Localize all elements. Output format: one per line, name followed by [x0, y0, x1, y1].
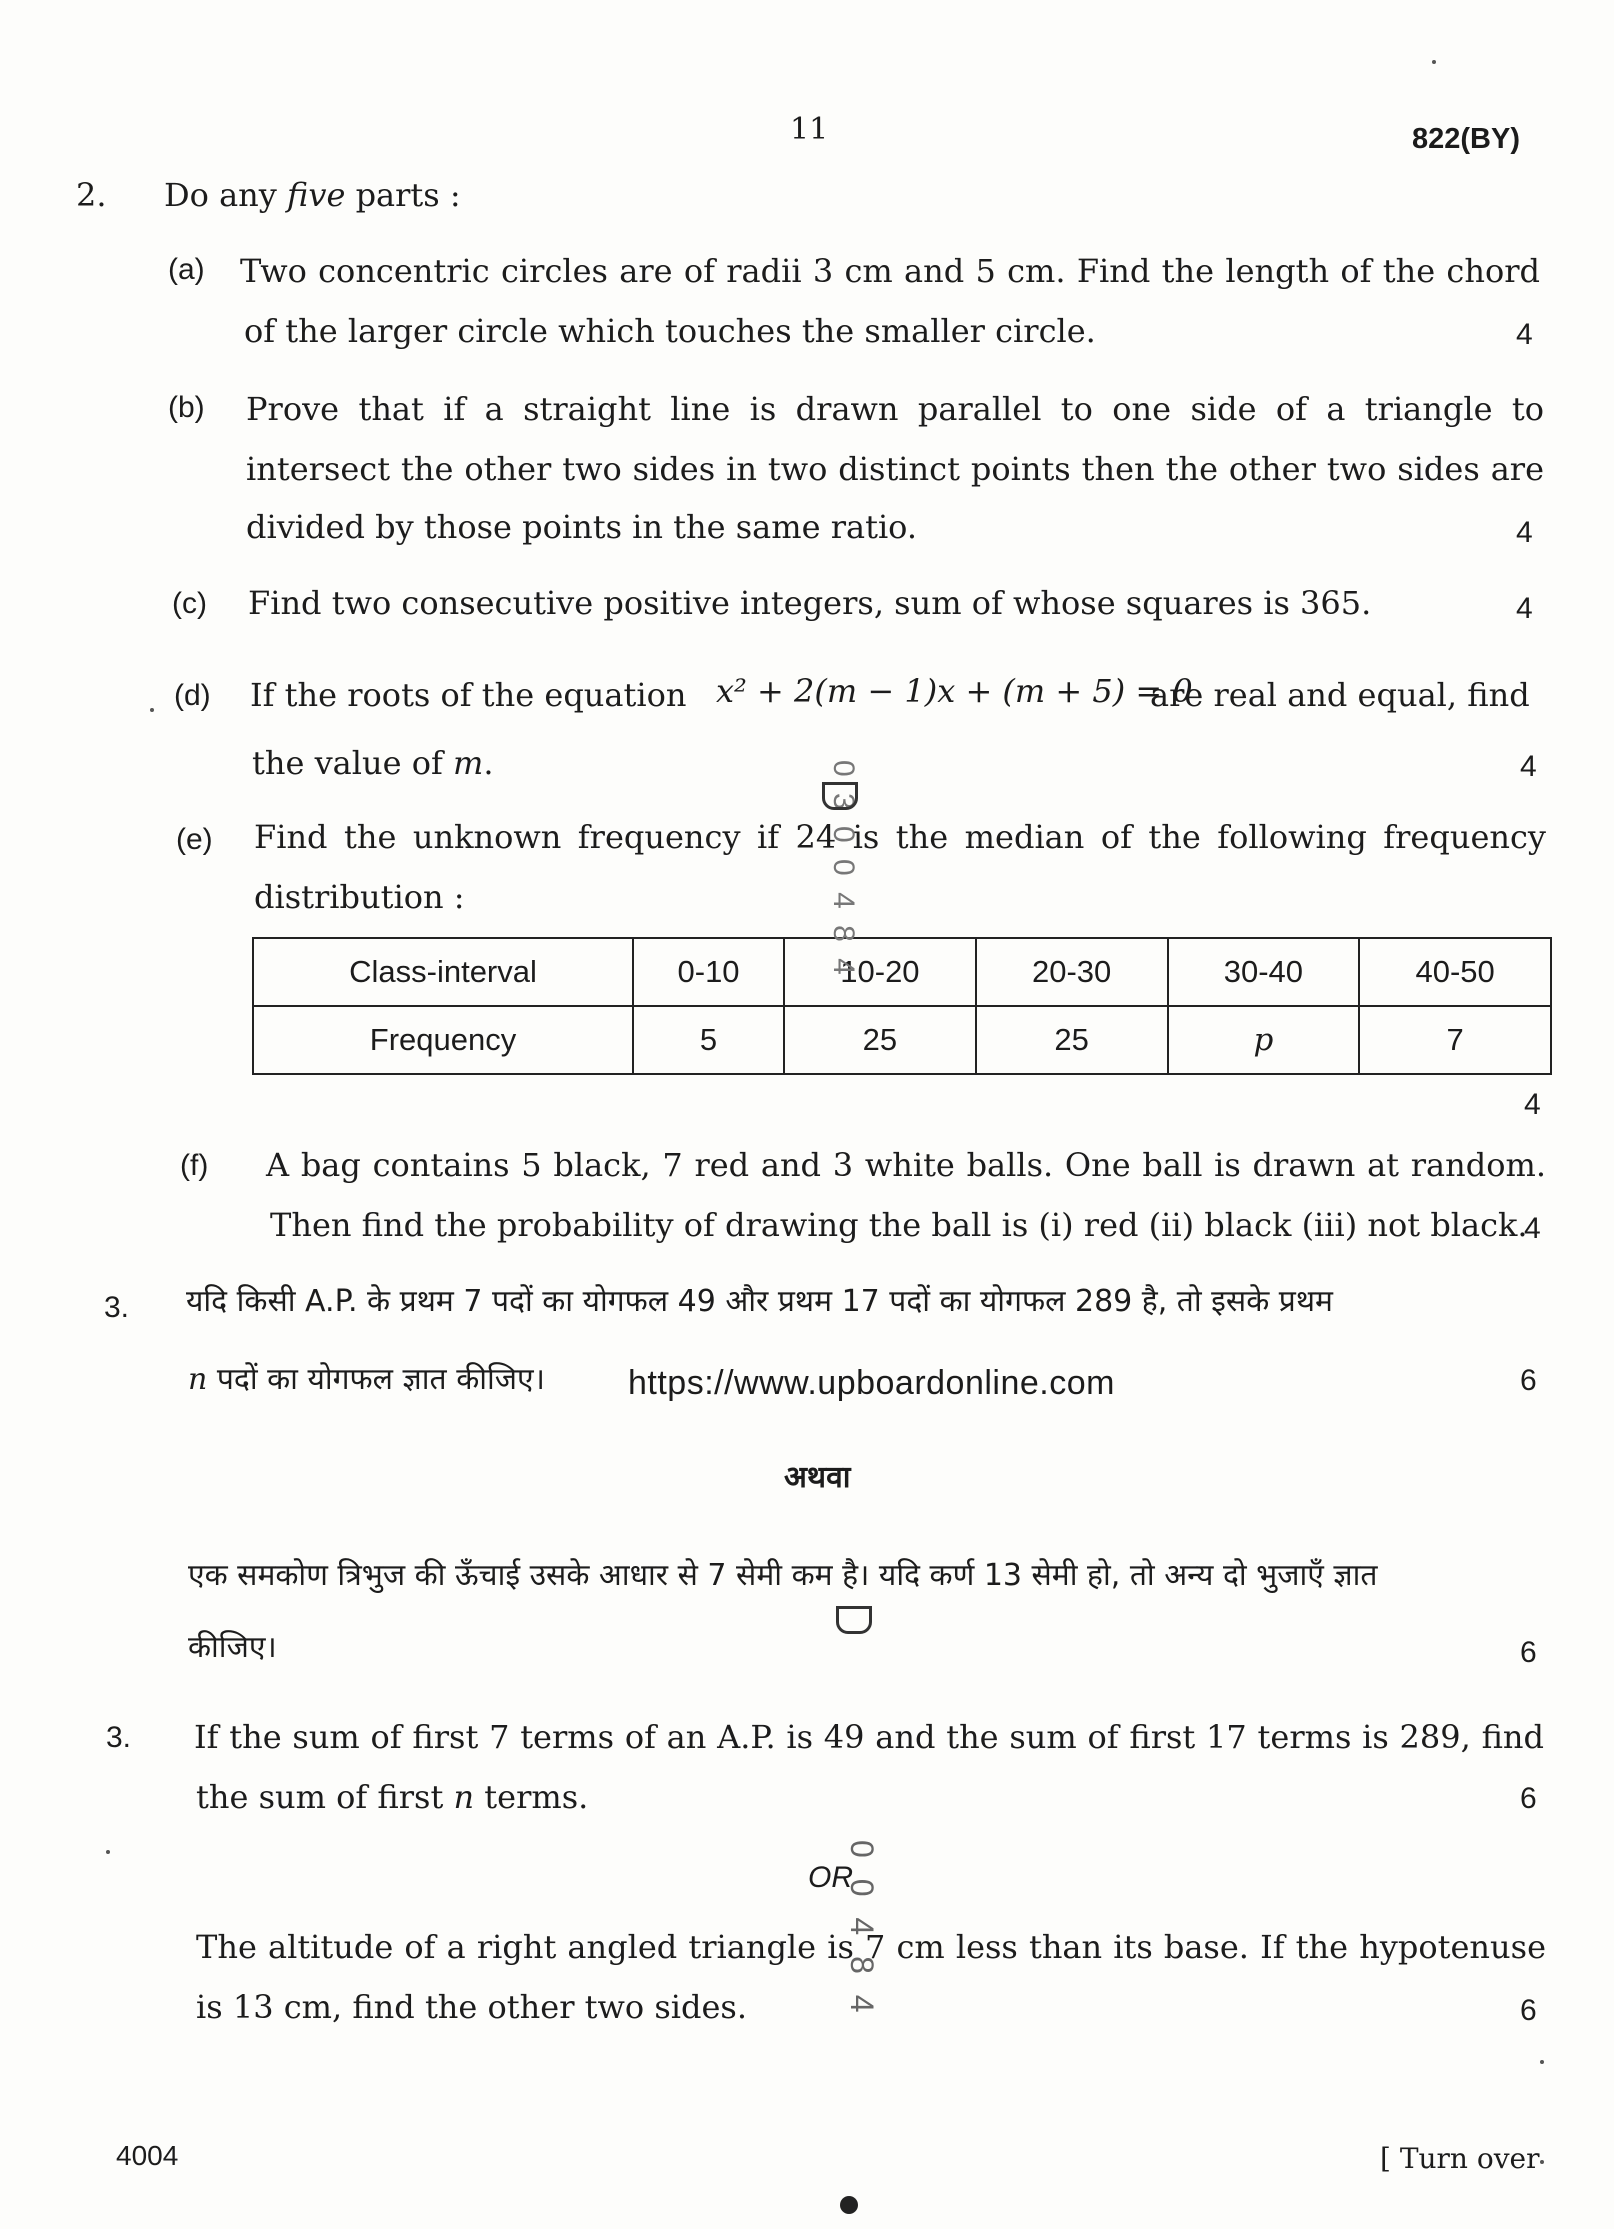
- part-f-line2: Then find the probability of drawing the ball is (i) red (ii) black (iii) not black.: [270, 1206, 1528, 1244]
- speck: [150, 708, 154, 712]
- table-cell: 25: [784, 1006, 976, 1074]
- question-3-hindi-line1: यदि किसी A.P. के प्रथम 7 पदों का योगफल 49 और प्रथम 17 पदों का योगफल 289 है, तो इसके प्रथम: [186, 1284, 1333, 1319]
- part-f-marks: 4: [1524, 1212, 1541, 1245]
- table-row: [253, 1006, 1551, 1074]
- part-d-line1-suffix: are real and equal, find: [1150, 676, 1530, 714]
- table-cell: 5: [633, 1006, 784, 1074]
- part-d-label: (d): [174, 679, 211, 712]
- or-label-english: OR: [808, 1861, 853, 1894]
- table-cell: 10-20: [784, 938, 976, 1006]
- footer-code: 4004: [116, 2140, 179, 2171]
- part-d-equation: x² + 2(m − 1)x + (m + 5) = 0: [716, 672, 1193, 710]
- stamp-box-icon: [836, 1606, 872, 1634]
- table-cell: 20-30: [976, 938, 1168, 1006]
- part-e-label: (e): [176, 823, 213, 856]
- paper-code: 822(BY): [1412, 123, 1520, 155]
- table-header-class-interval: Class-interval: [253, 938, 633, 1006]
- stamp-box-icon: [822, 782, 858, 810]
- question-3-hindi-alt-line1: एक समकोण त्रिभुज की ऊँचाई उसके आधार से 7 सेमी कम है। यदि कर्ण 13 सेमी हो, तो अन्य दो भुजाएँ ज्ञात: [188, 1558, 1378, 1593]
- part-e-line1: Find the unknown frequency if 24 is the median of the following frequency: [254, 818, 1546, 856]
- part-f-label: (f): [180, 1149, 209, 1182]
- or-label-hindi: अथवा: [784, 1460, 851, 1495]
- question-3-hindi-marks: 6: [1520, 1364, 1537, 1397]
- speck: [106, 1850, 110, 1854]
- question-3-english-alt-line1: The altitude of a right angled triangle is 7 cm less than its base. If the hypotenuse: [196, 1928, 1546, 1966]
- part-d-marks: 4: [1520, 750, 1537, 783]
- speck: [1432, 60, 1436, 64]
- speck: [1540, 2060, 1544, 2064]
- question-2-instruction: Do any five parts :: [164, 176, 461, 214]
- part-a-marks: 4: [1516, 318, 1533, 351]
- table-cell: 30-40: [1168, 938, 1360, 1006]
- table-row: [253, 938, 1551, 1006]
- question-3-english-marks: 6: [1520, 1782, 1537, 1815]
- question-2-number: 2.: [76, 176, 107, 214]
- part-d-line2: the value of m.: [252, 744, 494, 782]
- bottom-punch-mark: [840, 2196, 858, 2214]
- question-3-english-line2: the sum of first n terms.: [196, 1778, 589, 1816]
- part-b-line2: intersect the other two sides in two distinct points then the other two sides are: [246, 450, 1544, 488]
- table-cell: 0-10: [633, 938, 784, 1006]
- table-cell: 7: [1359, 1006, 1551, 1074]
- table-cell: p: [1168, 1006, 1360, 1074]
- question-3-english-line1: If the sum of first 7 terms of an A.P. is 49 and the sum of first 17 terms is 289, find: [194, 1718, 1544, 1756]
- part-b-label: (b): [168, 391, 205, 424]
- part-a-label: (a): [168, 253, 205, 286]
- question-3-english-number: 3.: [106, 1721, 132, 1754]
- question-3-hindi-alt-line2: कीजिए।: [188, 1630, 277, 1665]
- table-cell: 25: [976, 1006, 1168, 1074]
- frequency-table: [252, 937, 1552, 1075]
- table-cell: 40-50: [1359, 938, 1551, 1006]
- question-3-english-alt-marks: 6: [1520, 1994, 1537, 2027]
- part-c-marks: 4: [1516, 592, 1533, 625]
- question-3-hindi-line2: n पदों का योगफल ज्ञात कीजिए।: [188, 1362, 545, 1397]
- stamp-serial-lower: 0 0 4 8 4: [844, 1840, 880, 2019]
- part-b-line1: Prove that if a straight line is drawn parallel to one side of a triangle to: [246, 390, 1544, 428]
- question-3-hindi-alt-marks: 6: [1520, 1636, 1537, 1669]
- page-number: 11: [790, 112, 829, 147]
- part-b-marks: 4: [1516, 516, 1533, 549]
- part-c-line1: Find two consecutive positive integers, sum of whose squares is 365.: [248, 584, 1372, 622]
- table-header-frequency: Frequency: [253, 1006, 633, 1074]
- part-f-line1: A bag contains 5 black, 7 red and 3 white balls. One ball is drawn at random.: [266, 1146, 1546, 1184]
- speck: [1540, 2160, 1544, 2164]
- part-a-line1: Two concentric circles are of radii 3 cm and 5 cm. Find the length of the chord: [240, 252, 1540, 290]
- part-c-label: (c): [172, 587, 207, 620]
- part-d-line1-prefix: If the roots of the equation: [250, 676, 687, 714]
- part-e-line2: distribution :: [254, 878, 465, 916]
- source-url: https://www.upboardonline.com: [628, 1364, 1115, 1402]
- stamp-serial-upper: 0 3 0 0 4 8 4: [827, 760, 860, 979]
- part-a-line2: of the larger circle which touches the smaller circle.: [244, 312, 1096, 350]
- turn-over: [ Turn over: [1380, 2142, 1540, 2175]
- part-b-line3: divided by those points in the same ratio.: [246, 508, 918, 546]
- question-3-english-alt-line2: is 13 cm, find the other two sides.: [196, 1988, 748, 2026]
- part-e-marks: 4: [1524, 1088, 1541, 1121]
- question-3-hindi-number: 3.: [104, 1291, 130, 1324]
